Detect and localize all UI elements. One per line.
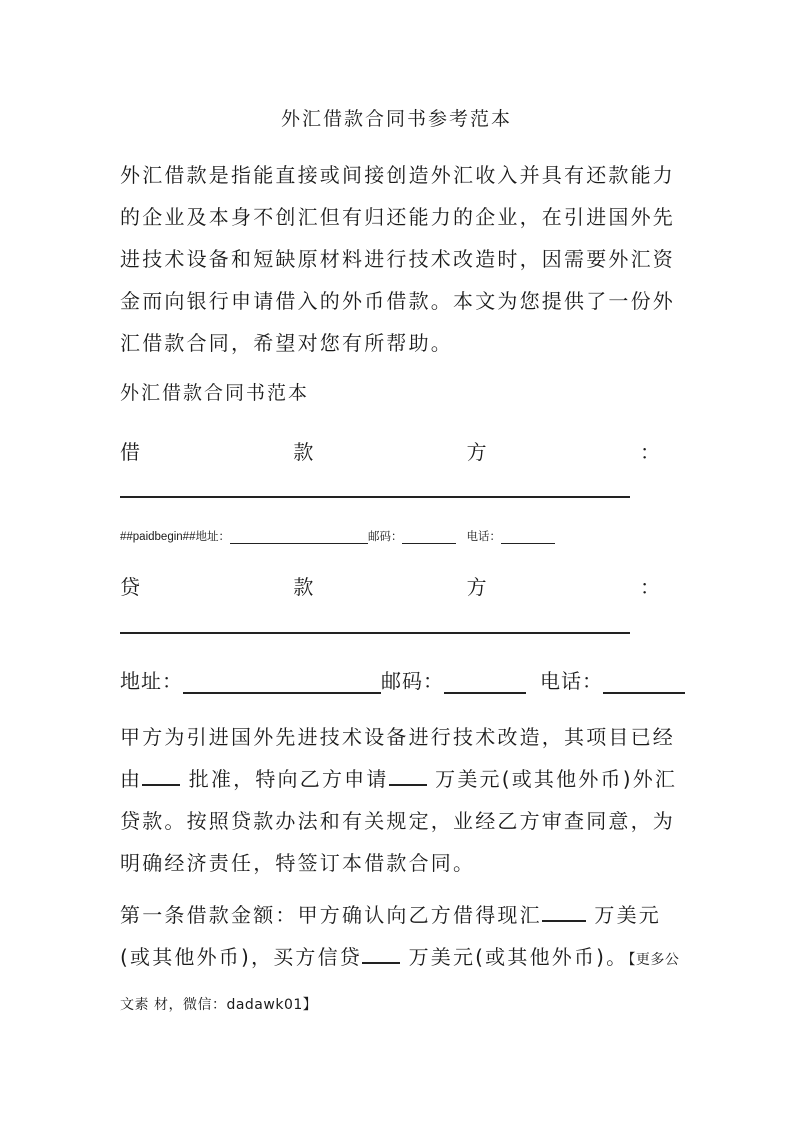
phone-blank	[603, 670, 685, 694]
promo-note: 【更多公文素 材，微信：dadawk01】	[120, 952, 680, 1013]
borrower-char-1: 借	[120, 440, 140, 464]
clause-intro-text-3: 万美元(或其他外币)外汇贷款。按照贷款办法和有关规定，业经乙方审查同意，为明确经济责任，特签订本借款合同。	[120, 767, 678, 875]
cash-amount-blank	[542, 900, 586, 922]
article-one-paragraph	[120, 894, 680, 1026]
clause-intro-paragraph	[120, 716, 680, 884]
section-subtitle: 外汇借款合同书范本	[120, 382, 310, 404]
address-label: 地址：	[120, 669, 183, 693]
lender-colon: ：	[639, 575, 660, 599]
approver-blank	[142, 764, 180, 786]
document-title: 外汇借款合同书参考范本	[280, 108, 512, 130]
address-row	[120, 665, 685, 694]
small-address-label: ##paidbegin##地址：	[120, 531, 230, 543]
article-one-text-1: 第一条借款金额：甲方确认向乙方借得现汇	[120, 903, 542, 927]
borrower-char-3: 方	[466, 440, 487, 464]
borrower-fill-line	[120, 496, 630, 498]
postcode-label: 邮码：	[381, 669, 444, 693]
clause-intro-text-2: 批准，特向乙方申请	[180, 767, 389, 791]
phone-label: 电话：	[540, 669, 603, 693]
lender-char-3: 方	[466, 575, 487, 599]
address-blank	[183, 670, 381, 694]
small-address-row	[120, 528, 555, 544]
borrower-colon: ：	[639, 440, 660, 464]
borrower-label-row	[120, 436, 660, 465]
lender-char-1: 贷	[120, 575, 140, 599]
small-phone-blank	[501, 530, 555, 544]
article-one-text-3: 万美元(或其他外币)。	[400, 945, 629, 969]
lender-char-2: 款	[293, 575, 314, 599]
amount-blank	[389, 764, 427, 786]
small-postcode-label: 邮码：	[367, 531, 403, 543]
article-one-text-2: 万美元(或其他外币)，买方信贷	[120, 903, 661, 969]
postcode-blank	[444, 670, 526, 694]
lender-fill-line	[120, 632, 630, 634]
small-postcode-blank	[402, 530, 456, 544]
borrower-char-2: 款	[293, 440, 314, 464]
small-address-blank	[230, 530, 368, 544]
lender-label-row	[120, 571, 660, 600]
clause-intro-text-1: 甲方为引进国外先进技术设备进行技术改造，其项目已经由	[120, 725, 675, 791]
intro-paragraph: 外汇借款是指能直接或间接创造外汇收入并具有还款能力的企业及本身不创汇但有归还能力的企业，在引进国外先进技术设备和短缺原材料进行技术改造时，因需要外汇资金而向银行申请借入的外币借款。本文为您提供了一份外汇借款合同，希望对您有所帮助。	[120, 163, 675, 355]
small-phone-label: 电话：	[466, 531, 501, 543]
credit-amount-blank	[362, 942, 400, 964]
